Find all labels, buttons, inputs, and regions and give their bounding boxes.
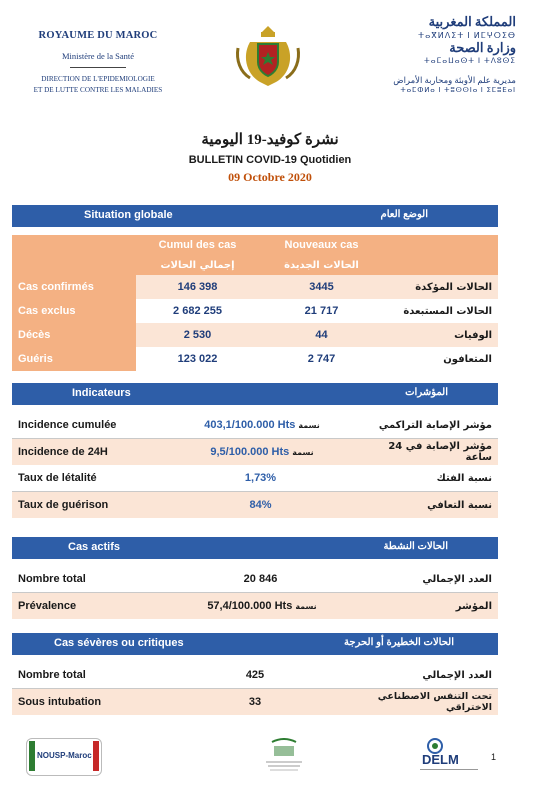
row-label-fr: Guéris: [12, 347, 136, 371]
header-empty-left-2: [12, 255, 136, 275]
cell-cumul: 123 022: [136, 347, 259, 371]
cell-value: 33: [162, 689, 348, 716]
value-note: نسمة: [295, 602, 317, 611]
section-title-fr: Cas sévères ou critiques: [54, 637, 184, 649]
section-title-ar: الحالات الخطيرة أو الحرجة: [344, 637, 454, 648]
row-label-ar: الحالات المؤكدة: [384, 275, 498, 299]
header-french: [18, 30, 178, 96]
value-text: 9,5/100.000 Hts: [210, 446, 290, 458]
cell-value: [162, 566, 362, 593]
logo-stripe: [29, 741, 35, 771]
table-row: [12, 439, 498, 466]
page-number: 1: [490, 752, 496, 762]
nousp-logo-text: NOUSP-Maroc: [37, 751, 92, 760]
divider: [70, 67, 126, 68]
row-label-ar: العدد الإجمالي: [362, 566, 498, 593]
direction-ar: مديرية علم الأوبئة ومحاربة الأمراض: [393, 75, 516, 85]
col-new-ar: الحالات الجديدة: [259, 255, 384, 275]
ministry-fr: Ministère de la Santé: [62, 51, 134, 61]
header-arabic: [356, 14, 516, 94]
section-header-situation: [12, 205, 498, 227]
table-row: [12, 412, 498, 439]
row-label-ar: مؤشر الإصابة التراكمي: [362, 412, 498, 439]
row-label-fr: Nombre total: [12, 566, 162, 593]
col-cumul-fr: Cumul des cas: [136, 235, 259, 255]
value-note: نسمة: [298, 421, 320, 430]
kingdom-tifinagh: ⵜⴰⴳⵍⴷⵉⵜ ⵏ ⵍⵎⵖⵔⵉⴱ: [417, 31, 516, 40]
cell-value: [162, 593, 362, 620]
nousp-logo: [26, 738, 102, 776]
direction-tifinagh: ⵜⴰⵎⵀⵍⴰ ⵏ ⵜⵓⵙⵙⵏⴰ ⵏ ⵉⵎⵓⴹⴰⵏ: [400, 87, 516, 94]
row-label-ar: المؤشر: [362, 593, 498, 620]
row-label-fr: Taux de guérison: [12, 492, 162, 519]
row-label-fr: Sous intubation: [12, 689, 162, 716]
direction-fr-line1: DIRECTION DE L'EPIDEMIOLOGIE: [41, 75, 155, 83]
row-label-fr: Nombre total: [12, 662, 162, 689]
table-row: [12, 492, 498, 519]
value-text: 57,4/100.000 Hts: [207, 600, 293, 612]
value-note: نسمة: [292, 448, 314, 457]
value-text: 403,1/100.000 Hts: [204, 419, 296, 431]
row-label-ar: نسبة التعافي: [362, 492, 498, 519]
ministry-logo-icon: [262, 738, 306, 774]
delm-logo: [420, 738, 484, 778]
situation-header-row: [12, 235, 498, 255]
section-header-severe: [12, 633, 498, 655]
kingdom-fr: ROYAUME DU MAROC: [38, 30, 158, 41]
row-label-ar: المتعافون: [384, 347, 498, 371]
cell-value: 425: [162, 662, 348, 689]
row-label-ar: مؤشر الإصابة في 24 ساعة: [362, 439, 498, 466]
logo-stripe: [93, 741, 99, 771]
cell-cumul: 2 530: [136, 323, 259, 347]
section-title-ar: الوضع العام: [380, 209, 428, 220]
bulletin-title-ar: نشرة كوفيد-19 اليومية: [201, 132, 339, 148]
section-title-fr: Situation globale: [84, 209, 173, 221]
value-text: 1,73%: [244, 472, 277, 484]
cell-new: 44: [259, 323, 384, 347]
royal-emblem-icon: [232, 26, 304, 88]
header-empty-right-2: [384, 255, 498, 275]
cell-value: [162, 465, 362, 492]
table-row: [12, 323, 498, 347]
row-label-fr: Cas confirmés: [12, 275, 136, 299]
table-row: [12, 347, 498, 371]
table-row: [12, 689, 498, 716]
bulletin-title-fr: BULLETIN COVID-19 Quotidien: [188, 154, 352, 166]
situation-table: [12, 235, 498, 371]
value-text: 84%: [249, 499, 272, 511]
header-empty-left: [12, 235, 136, 255]
cell-value: [162, 492, 362, 519]
row-label-fr: Cas exclus: [12, 299, 136, 323]
cell-value: [162, 412, 362, 439]
ministry-ar: وزارة الصحة: [449, 40, 516, 55]
indicators-table: [12, 412, 498, 518]
col-new-fr: Nouveaux cas: [259, 235, 384, 255]
kingdom-ar: المملكة المغربية: [428, 14, 516, 29]
cell-new: 3445: [259, 275, 384, 299]
col-cumul-ar: إجمالي الحالات: [136, 255, 259, 275]
row-label-ar: نسبة الفتك: [362, 465, 498, 492]
header-empty-right: [384, 235, 498, 255]
severe-table: [12, 662, 498, 715]
table-row: [12, 275, 498, 299]
delm-logo-text: DELM: [422, 752, 459, 767]
table-row: [12, 593, 498, 620]
row-label-fr: Taux de létalité: [12, 465, 162, 492]
section-title-ar: المؤشرات: [405, 387, 448, 398]
bulletin-date: 09 Octobre 2020: [228, 170, 312, 184]
cell-cumul: 146 398: [136, 275, 259, 299]
table-row: [12, 662, 498, 689]
cell-cumul: 2 682 255: [136, 299, 259, 323]
table-row: [12, 299, 498, 323]
active-table: [12, 566, 498, 619]
table-row: [12, 465, 498, 492]
cell-value: [162, 439, 362, 466]
row-label-ar: الوفيات: [384, 323, 498, 347]
section-title-fr: Cas actifs: [68, 541, 120, 553]
row-label-fr: Incidence cumulée: [12, 412, 162, 439]
ministry-tifinagh: ⵜⴰⵎⴰⵡⴰⵙⵜ ⵏ ⵜⴷⵓⵙⵉ: [423, 56, 516, 65]
cell-new: 2 747: [259, 347, 384, 371]
table-row: [12, 566, 498, 593]
row-label-ar: تحت التنفس الاصطناعي الاختراقي: [348, 689, 498, 716]
row-label-fr: Prévalence: [12, 593, 162, 620]
situation-header-row-ar: [12, 255, 498, 275]
row-label-ar: الحالات المستبعدة: [384, 299, 498, 323]
direction-fr-line2: ET DE LUTTE CONTRE LES MALADIES: [33, 86, 163, 94]
row-label-fr: Incidence de 24H: [12, 439, 162, 466]
value-text: 20 846: [243, 573, 278, 585]
section-title-ar: الحالات النشطة: [383, 541, 448, 552]
row-label-ar: العدد الإجمالي: [348, 662, 498, 689]
delm-underline: [420, 769, 478, 770]
cell-new: 21 717: [259, 299, 384, 323]
row-label-fr: Décès: [12, 323, 136, 347]
section-header-active: [12, 537, 498, 559]
section-title-fr: Indicateurs: [72, 387, 131, 399]
section-header-indicators: [12, 383, 498, 405]
